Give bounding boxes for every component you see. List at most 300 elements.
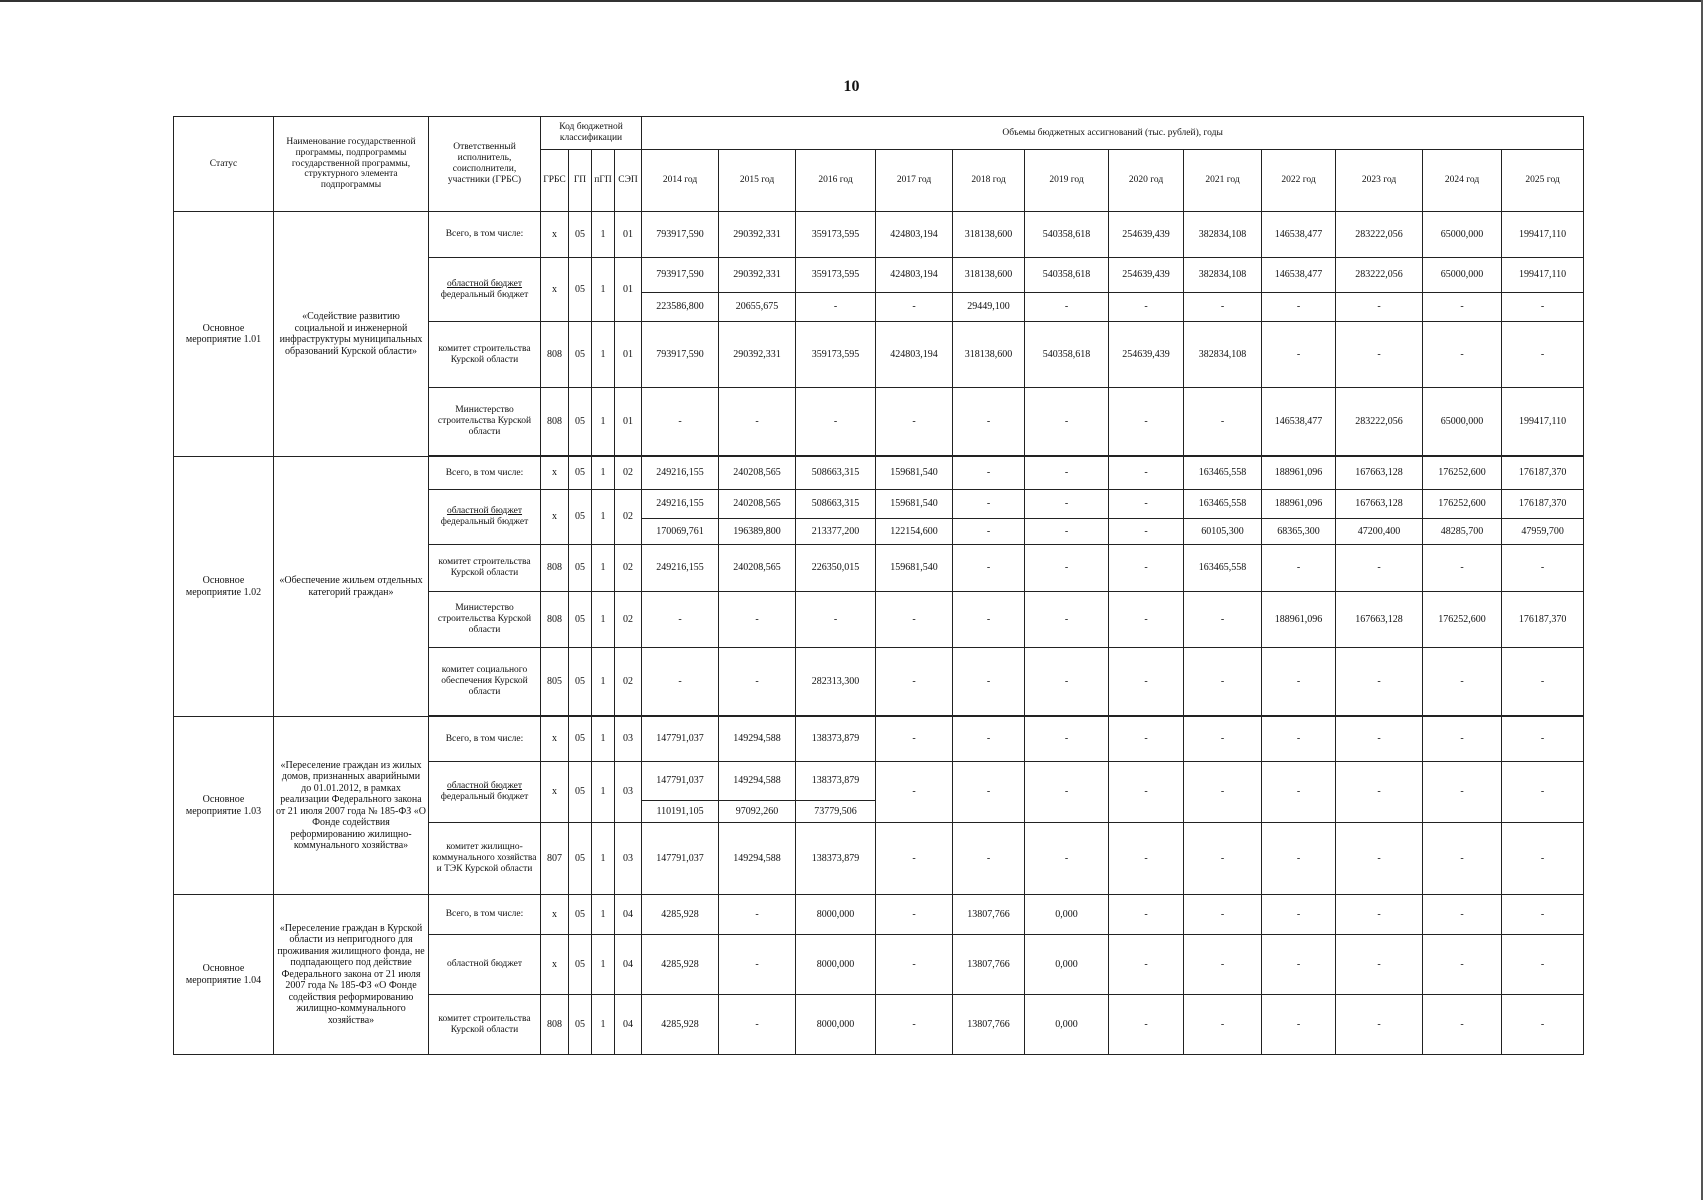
value-cell: - <box>1262 762 1336 823</box>
code-grbs: 805 <box>541 648 569 716</box>
value-cell: - <box>1423 648 1502 716</box>
code-sep: 03 <box>615 762 642 823</box>
value-cell: 199417,110 <box>1502 388 1584 456</box>
header-executor: Ответственный исполнитель, соисполнители, участники (ГРБС) <box>429 117 541 212</box>
value-cell: 159681,540 <box>876 545 953 592</box>
row-executor: Всего, в том числе: <box>429 895 541 935</box>
value-cell: 29449,100 <box>953 293 1025 322</box>
header-code: СЭП <box>615 150 642 212</box>
value-cell: 68365,300 <box>1262 519 1336 545</box>
header-year: 2019 год <box>1025 150 1109 212</box>
value-cell: 163465,558 <box>1184 490 1262 519</box>
header-code: ГП <box>569 150 592 212</box>
table-row <box>174 457 1584 490</box>
header-code-group: Код бюджетной классификации <box>541 117 642 150</box>
value-cell: 48285,700 <box>1423 519 1502 545</box>
value-cell: 188961,096 <box>1262 490 1336 519</box>
value-cell: 138373,879 <box>796 717 876 762</box>
code-pgp: 1 <box>592 212 615 258</box>
value-cell: 283222,056 <box>1336 258 1423 293</box>
label-regional: областной бюджет <box>446 278 523 289</box>
value-cell: - <box>876 592 953 648</box>
code-gp: 05 <box>569 935 592 995</box>
code-gp: 05 <box>569 895 592 935</box>
code-pgp: 1 <box>592 322 615 388</box>
value-cell: 97092,260 <box>719 801 796 823</box>
row-name: «Содействие развитию социальной и инженерной инфраструктуры муниципальных образований Курской области» <box>274 212 429 457</box>
row-status: Основное мероприятие 1.01 <box>174 212 274 457</box>
row-executor: комитет социального обеспечения Курской области <box>429 648 541 716</box>
value-cell: - <box>1423 935 1502 995</box>
code-sep: 04 <box>615 995 642 1055</box>
code-pgp: 1 <box>592 995 615 1055</box>
value-cell: 176252,600 <box>1423 490 1502 519</box>
code-grbs: 808 <box>541 592 569 648</box>
value-cell: 793917,590 <box>642 212 719 258</box>
value-cell: 318138,600 <box>953 258 1025 293</box>
value-cell: 424803,194 <box>876 258 953 293</box>
value-cell: - <box>1109 457 1184 490</box>
value-cell: 8000,000 <box>796 995 876 1055</box>
value-cell: 424803,194 <box>876 322 953 388</box>
value-cell: - <box>1262 293 1336 322</box>
value-cell: 540358,618 <box>1025 322 1109 388</box>
value-cell: 382834,108 <box>1184 212 1262 258</box>
value-cell: 359173,595 <box>796 322 876 388</box>
value-cell: - <box>953 717 1025 762</box>
value-cell: 159681,540 <box>876 490 953 519</box>
code-grbs: x <box>541 717 569 762</box>
code-pgp: 1 <box>592 258 615 322</box>
value-cell: - <box>953 490 1025 519</box>
value-cell: 47200,400 <box>1336 519 1423 545</box>
value-cell: 213377,200 <box>796 519 876 545</box>
value-cell: - <box>876 293 953 322</box>
value-cell: - <box>1262 995 1336 1055</box>
code-pgp: 1 <box>592 388 615 456</box>
header-year: 2024 год <box>1423 150 1502 212</box>
code-pgp: 1 <box>592 895 615 935</box>
row-executor: областной бюджет <box>429 935 541 995</box>
value-cell: - <box>876 935 953 995</box>
row-status: Основное мероприятие 1.02 <box>174 457 274 717</box>
value-cell: - <box>1423 717 1502 762</box>
code-gp: 05 <box>569 258 592 322</box>
header-year: 2016 год <box>796 150 876 212</box>
value-cell: - <box>1502 935 1584 995</box>
value-cell: - <box>1502 648 1584 716</box>
value-cell: - <box>1336 648 1423 716</box>
value-cell: 170069,761 <box>642 519 719 545</box>
header-code: ГРБС <box>541 150 569 212</box>
header-year: 2014 год <box>642 150 719 212</box>
code-gp: 05 <box>569 322 592 388</box>
value-cell: 176252,600 <box>1423 592 1502 648</box>
value-cell: - <box>876 762 953 823</box>
value-cell: - <box>1262 823 1336 895</box>
value-cell: 199417,110 <box>1502 258 1584 293</box>
value-cell: 318138,600 <box>953 212 1025 258</box>
header-name: Наименование государственной программы, подпрограммы государственной программы, структурного элемента подпрограммы <box>274 117 429 212</box>
value-cell: - <box>1502 545 1584 592</box>
header-year: 2020 год <box>1109 150 1184 212</box>
code-gp: 05 <box>569 823 592 895</box>
value-cell: 147791,037 <box>642 717 719 762</box>
code-grbs: x <box>541 490 569 545</box>
value-cell: - <box>1109 545 1184 592</box>
value-cell: - <box>1423 895 1502 935</box>
value-cell: 65000,000 <box>1423 212 1502 258</box>
value-cell: 382834,108 <box>1184 258 1262 293</box>
code-grbs: x <box>541 457 569 490</box>
value-cell: 73779,506 <box>796 801 876 823</box>
value-cell: - <box>1184 592 1262 648</box>
value-cell: - <box>876 995 953 1055</box>
code-pgp: 1 <box>592 545 615 592</box>
code-sep: 03 <box>615 717 642 762</box>
row-executor: Министерство строительства Курской области <box>429 592 541 648</box>
code-sep: 01 <box>615 212 642 258</box>
value-cell: 283222,056 <box>1336 388 1423 456</box>
value-cell: - <box>1109 519 1184 545</box>
value-cell: - <box>1262 545 1336 592</box>
label-federal: федеральный бюджет <box>440 517 529 527</box>
code-grbs: x <box>541 895 569 935</box>
value-cell: - <box>796 293 876 322</box>
header-year: 2022 год <box>1262 150 1336 212</box>
value-cell: - <box>1262 717 1336 762</box>
value-cell: - <box>953 762 1025 823</box>
row-executor: Министерство строительства Курской области <box>429 388 541 456</box>
value-cell: 176187,370 <box>1502 490 1584 519</box>
value-cell: 167663,128 <box>1336 490 1423 519</box>
row-executor <box>429 490 541 545</box>
value-cell: 138373,879 <box>796 762 876 801</box>
value-cell: - <box>1184 935 1262 995</box>
value-cell: - <box>642 648 719 716</box>
value-cell: - <box>1502 762 1584 823</box>
value-cell: 0,000 <box>1025 895 1109 935</box>
row-executor: Всего, в том числе: <box>429 212 541 258</box>
value-cell: - <box>719 935 796 995</box>
value-cell: - <box>1423 293 1502 322</box>
value-cell: - <box>1423 995 1502 1055</box>
value-cell: 0,000 <box>1025 995 1109 1055</box>
value-cell: - <box>1184 995 1262 1055</box>
code-sep: 02 <box>615 545 642 592</box>
code-pgp: 1 <box>592 592 615 648</box>
value-cell: - <box>1109 490 1184 519</box>
table-row <box>174 717 1584 762</box>
code-pgp: 1 <box>592 490 615 545</box>
page-number: 10 <box>843 78 860 95</box>
budget-table <box>173 116 1584 1055</box>
row-executor: комитет строительства Курской области <box>429 995 541 1055</box>
code-pgp: 1 <box>592 717 615 762</box>
code-grbs: 808 <box>541 995 569 1055</box>
value-cell: - <box>876 388 953 456</box>
value-cell: 176187,370 <box>1502 592 1584 648</box>
code-gp: 05 <box>569 717 592 762</box>
value-cell: 167663,128 <box>1336 592 1423 648</box>
code-pgp: 1 <box>592 823 615 895</box>
value-cell: - <box>1025 490 1109 519</box>
value-cell: - <box>1423 823 1502 895</box>
value-cell: - <box>1336 717 1423 762</box>
value-cell: 382834,108 <box>1184 322 1262 388</box>
value-cell: 540358,618 <box>1025 212 1109 258</box>
value-cell: - <box>1423 322 1502 388</box>
code-gp: 05 <box>569 457 592 490</box>
code-grbs: 808 <box>541 322 569 388</box>
value-cell: 8000,000 <box>796 935 876 995</box>
value-cell: 249216,155 <box>642 457 719 490</box>
value-cell: 318138,600 <box>953 322 1025 388</box>
value-cell: - <box>719 895 796 935</box>
code-pgp: 1 <box>592 457 615 490</box>
value-cell: - <box>1502 895 1584 935</box>
value-cell: - <box>642 592 719 648</box>
code-sep: 03 <box>615 823 642 895</box>
value-cell: - <box>1184 762 1262 823</box>
value-cell: 254639,439 <box>1109 212 1184 258</box>
header-code: пГП <box>592 150 615 212</box>
value-cell: 240208,565 <box>719 545 796 592</box>
value-cell: - <box>1502 293 1584 322</box>
value-cell: 240208,565 <box>719 457 796 490</box>
value-cell: - <box>876 648 953 716</box>
value-cell: - <box>1025 388 1109 456</box>
row-name: «Обеспечение жильем отдельных категорий граждан» <box>274 457 429 717</box>
value-cell: 424803,194 <box>876 212 953 258</box>
value-cell: 359173,595 <box>796 258 876 293</box>
code-pgp: 1 <box>592 648 615 716</box>
row-executor <box>429 762 541 823</box>
label-federal: федеральный бюджет <box>440 792 529 802</box>
value-cell: - <box>1184 293 1262 322</box>
row-executor: Всего, в том числе: <box>429 717 541 762</box>
value-cell: - <box>1336 895 1423 935</box>
value-cell: - <box>1109 895 1184 935</box>
code-sep: 02 <box>615 457 642 490</box>
value-cell: - <box>1184 648 1262 716</box>
code-grbs: x <box>541 762 569 823</box>
value-cell: - <box>876 717 953 762</box>
value-cell: 110191,105 <box>642 801 719 823</box>
row-status: Основное мероприятие 1.03 <box>174 717 274 895</box>
value-cell: 199417,110 <box>1502 212 1584 258</box>
value-cell: - <box>642 388 719 456</box>
code-gp: 05 <box>569 545 592 592</box>
value-cell: 290392,331 <box>719 258 796 293</box>
value-cell: - <box>1336 995 1423 1055</box>
value-cell: 149294,588 <box>719 762 796 801</box>
value-cell: 359173,595 <box>796 212 876 258</box>
header-year: 2025 год <box>1502 150 1584 212</box>
value-cell: - <box>953 457 1025 490</box>
value-cell: - <box>1025 293 1109 322</box>
code-pgp: 1 <box>592 935 615 995</box>
value-cell: 163465,558 <box>1184 545 1262 592</box>
value-cell: 176187,370 <box>1502 457 1584 490</box>
value-cell: 176252,600 <box>1423 457 1502 490</box>
value-cell: - <box>953 592 1025 648</box>
value-cell: 188961,096 <box>1262 457 1336 490</box>
value-cell: - <box>719 648 796 716</box>
code-sep: 04 <box>615 895 642 935</box>
row-executor <box>429 258 541 322</box>
value-cell: - <box>1109 762 1184 823</box>
value-cell: - <box>1502 995 1584 1055</box>
header-year: 2021 год <box>1184 150 1262 212</box>
code-gp: 05 <box>569 648 592 716</box>
value-cell: - <box>1109 648 1184 716</box>
code-gp: 05 <box>569 762 592 823</box>
row-name: «Переселение граждан в Курской области из непригодного для проживания жилищного фонда, не подпадающего под действие Федерального закона от 21 июля 2007 года № 185-ФЗ «О Фонде содействия реформированию жилищно-коммунального хозяйства» <box>274 895 429 1055</box>
value-cell: 47959,700 <box>1502 519 1584 545</box>
value-cell: - <box>1336 762 1423 823</box>
value-cell: 13807,766 <box>953 895 1025 935</box>
value-cell: 65000,000 <box>1423 258 1502 293</box>
value-cell: - <box>953 823 1025 895</box>
header-year: 2018 год <box>953 150 1025 212</box>
value-cell: 188961,096 <box>1262 592 1336 648</box>
value-cell: - <box>1502 322 1584 388</box>
value-cell: - <box>1423 545 1502 592</box>
value-cell: 147791,037 <box>642 762 719 801</box>
value-cell: - <box>719 388 796 456</box>
value-cell: - <box>1025 762 1109 823</box>
value-cell: 223586,800 <box>642 293 719 322</box>
row-status: Основное мероприятие 1.04 <box>174 895 274 1055</box>
value-cell: 13807,766 <box>953 995 1025 1055</box>
value-cell: 282313,300 <box>796 648 876 716</box>
value-cell: 0,000 <box>1025 935 1109 995</box>
row-name: «Переселение граждан из жилых домов, признанных аварийными до 01.01.2012, в рамках реализации Федерального закона от 21 июля 2007 года № 185-ФЗ «О Фонде содействия реформированию жилищно-коммунального хозяйства» <box>274 717 429 895</box>
scan-edge-top <box>0 0 1703 2</box>
value-cell: - <box>953 648 1025 716</box>
code-sep: 02 <box>615 592 642 648</box>
value-cell: 290392,331 <box>719 212 796 258</box>
code-sep: 01 <box>615 258 642 322</box>
value-cell: 20655,675 <box>719 293 796 322</box>
value-cell: 793917,590 <box>642 258 719 293</box>
value-cell: - <box>1502 717 1584 762</box>
value-cell: - <box>1109 935 1184 995</box>
value-cell: - <box>1423 762 1502 823</box>
code-sep: 04 <box>615 935 642 995</box>
value-cell: - <box>1336 545 1423 592</box>
value-cell: - <box>1109 293 1184 322</box>
value-cell: - <box>1109 995 1184 1055</box>
code-grbs: x <box>541 258 569 322</box>
table-row <box>174 212 1584 258</box>
value-cell: - <box>1262 322 1336 388</box>
code-gp: 05 <box>569 388 592 456</box>
value-cell: 4285,928 <box>642 895 719 935</box>
value-cell: - <box>1184 895 1262 935</box>
header-year: 2015 год <box>719 150 796 212</box>
value-cell: 249216,155 <box>642 490 719 519</box>
header-year: 2017 год <box>876 150 953 212</box>
value-cell: - <box>1336 322 1423 388</box>
value-cell: - <box>1025 519 1109 545</box>
header-volume-group: Объемы бюджетных ассигнований (тыс. рублей), годы <box>642 117 1584 150</box>
value-cell: 65000,000 <box>1423 388 1502 456</box>
value-cell: 226350,015 <box>796 545 876 592</box>
code-grbs: 808 <box>541 545 569 592</box>
code-grbs: x <box>541 212 569 258</box>
value-cell: 8000,000 <box>796 895 876 935</box>
value-cell: - <box>1262 895 1336 935</box>
value-cell: 163465,558 <box>1184 457 1262 490</box>
value-cell: 149294,588 <box>719 823 796 895</box>
value-cell: 146538,477 <box>1262 388 1336 456</box>
code-grbs: 807 <box>541 823 569 895</box>
value-cell: 508663,315 <box>796 490 876 519</box>
value-cell: 240208,565 <box>719 490 796 519</box>
label-regional: областной бюджет <box>446 506 523 517</box>
value-cell: - <box>1025 823 1109 895</box>
row-executor: комитет строительства Курской области <box>429 322 541 388</box>
value-cell: 4285,928 <box>642 995 719 1055</box>
row-executor: Всего, в том числе: <box>429 457 541 490</box>
code-gp: 05 <box>569 212 592 258</box>
value-cell: 147791,037 <box>642 823 719 895</box>
value-cell: - <box>1336 293 1423 322</box>
code-sep: 02 <box>615 648 642 716</box>
table-header <box>174 117 1584 212</box>
value-cell: - <box>1262 935 1336 995</box>
value-cell: - <box>796 592 876 648</box>
value-cell: 254639,439 <box>1109 322 1184 388</box>
value-cell: - <box>1184 823 1262 895</box>
table-body <box>174 212 1584 1055</box>
label-regional: областной бюджет <box>446 781 523 792</box>
code-grbs: x <box>541 935 569 995</box>
value-cell: 146538,477 <box>1262 212 1336 258</box>
value-cell: 159681,540 <box>876 457 953 490</box>
value-cell: - <box>1025 457 1109 490</box>
row-executor: комитет строительства Курской области <box>429 545 541 592</box>
value-cell: 508663,315 <box>796 457 876 490</box>
value-cell: 149294,588 <box>719 717 796 762</box>
value-cell: 122154,600 <box>876 519 953 545</box>
value-cell: 4285,928 <box>642 935 719 995</box>
code-sep: 01 <box>615 322 642 388</box>
value-cell: 13807,766 <box>953 935 1025 995</box>
value-cell: - <box>1025 717 1109 762</box>
value-cell: - <box>1262 648 1336 716</box>
value-cell: - <box>1025 648 1109 716</box>
code-gp: 05 <box>569 490 592 545</box>
value-cell: 196389,800 <box>719 519 796 545</box>
value-cell: 540358,618 <box>1025 258 1109 293</box>
value-cell: - <box>876 823 953 895</box>
header-year: 2023 год <box>1336 150 1423 212</box>
value-cell: 167663,128 <box>1336 457 1423 490</box>
code-grbs: 808 <box>541 388 569 456</box>
row-executor: комитет жилищно-коммунального хозяйства и ТЭК Курской области <box>429 823 541 895</box>
value-cell: 793917,590 <box>642 322 719 388</box>
code-sep: 01 <box>615 388 642 456</box>
value-cell: - <box>876 895 953 935</box>
value-cell: - <box>953 519 1025 545</box>
value-cell: - <box>1025 545 1109 592</box>
value-cell: 138373,879 <box>796 823 876 895</box>
value-cell: 290392,331 <box>719 322 796 388</box>
value-cell: - <box>953 388 1025 456</box>
